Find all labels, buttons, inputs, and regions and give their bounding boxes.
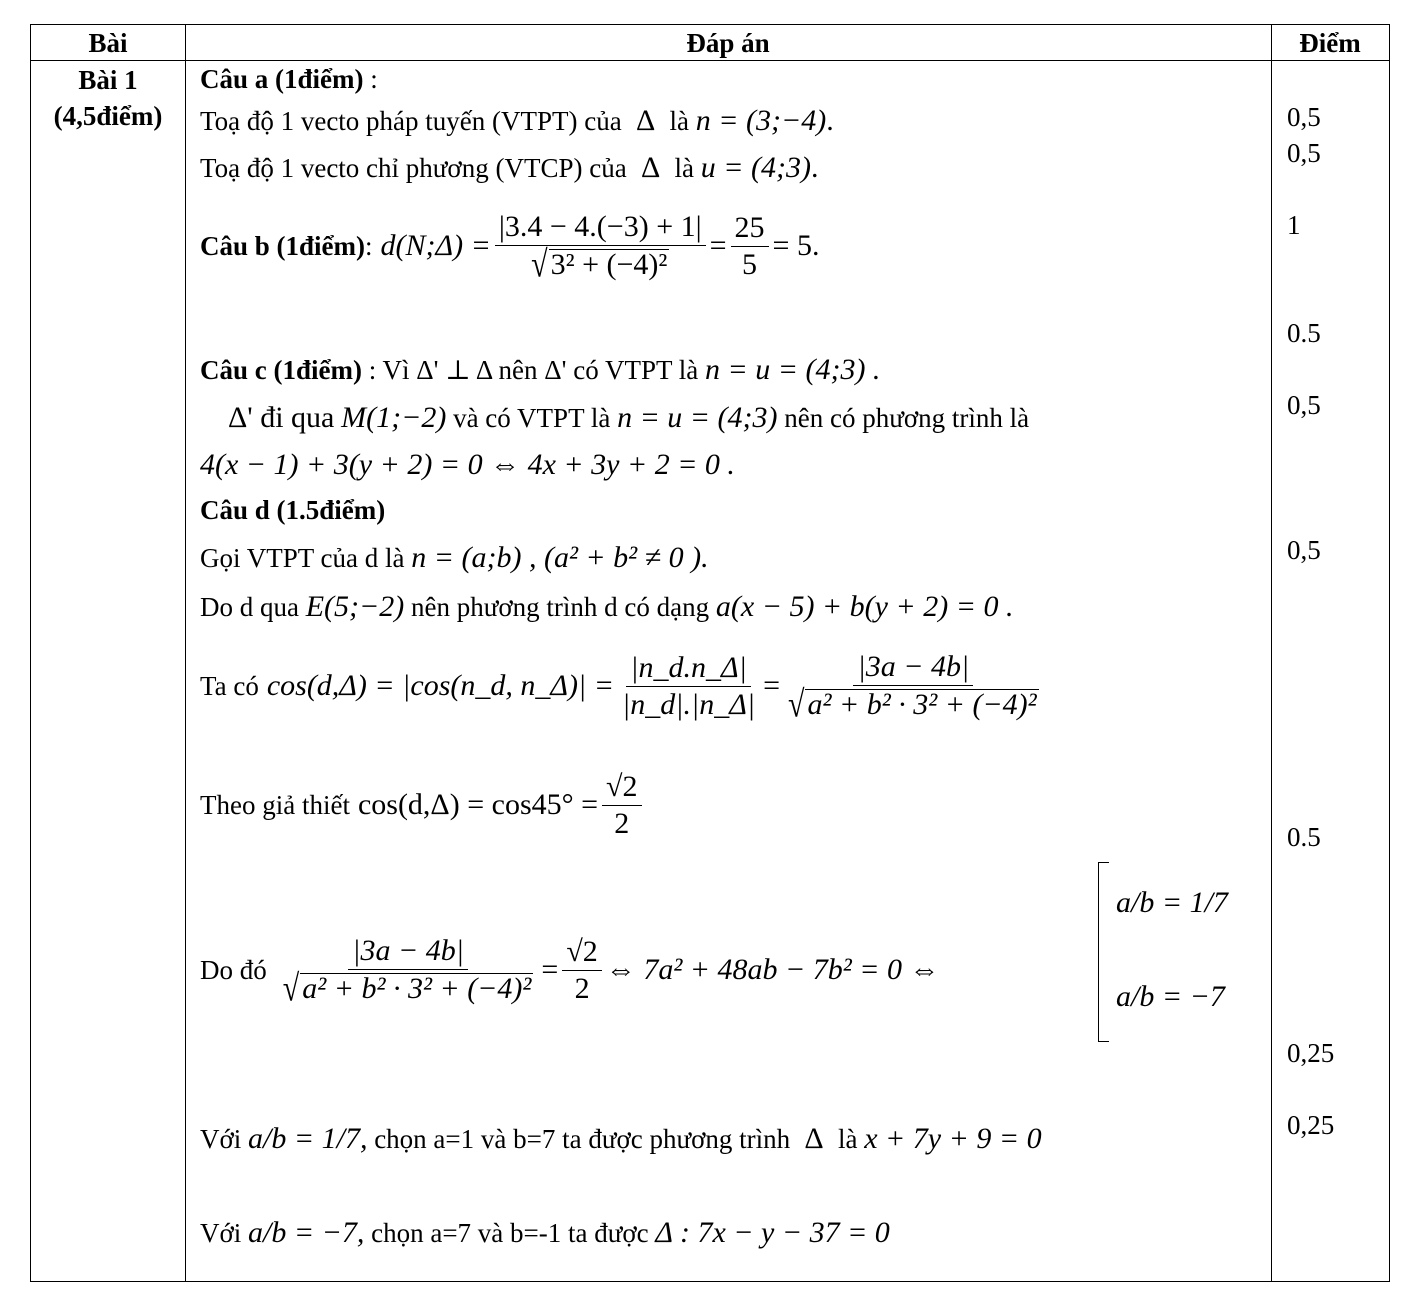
cau-d-line3-frac2: $\frac{|3a - 4b|}{\text{√ a² + b² · 3² + (−4)²}}$ xyxy=(788,650,1037,725)
bai-title: Bài 1 xyxy=(78,65,138,95)
score-5: 0,5 xyxy=(1287,390,1321,420)
cau-d-line5-num: |3a − 4b| xyxy=(348,936,468,970)
cau-c-line3: 4(x − 1) + 3(y + 2) = 0 ⇔ 4x + 3y + 2 = 0 . xyxy=(200,448,735,481)
cau-c-line2-post: nên có phương trình là xyxy=(784,403,1030,433)
cau-b-eq-den: 5 xyxy=(742,247,758,281)
cau-d-line7 xyxy=(200,1218,890,1248)
header-divider xyxy=(31,60,1389,61)
score-8: 0,25 xyxy=(1287,1038,1335,1068)
cau-d-heading: Câu d (1.5điểm) xyxy=(200,495,386,525)
cau-c-line1-text: : Vì Δ' ⊥ Δ nên Δ' có VTPT là xyxy=(368,355,699,385)
cau-d-line3: Ta có cos(d,Δ) = |cos(n_d, n_Δ)| = $\frac{|n\_d.n\_\Delta|}{|n\_d|.|n\_\Delta|}$ = $\frac{|3a - 4b|}{\text{√ a² + b² · 3² + (−4)²}}$ xyxy=(200,636,1047,736)
cau-d-line2-math: a(x − 5) + b(y + 2) = 0 . xyxy=(715,590,1014,623)
col-divider-2 xyxy=(1271,25,1272,1281)
cau-b-heading: Câu b (1điểm) xyxy=(200,230,366,261)
cau-c-line2-pre: Δ' đi qua xyxy=(228,401,335,434)
cau-b-result: = 5. xyxy=(772,229,820,262)
cau-d-line3-lhs: cos(d,Δ) = |cos(n_d, n_Δ)| = xyxy=(266,669,614,702)
cau-a-line2-la: là xyxy=(674,153,694,183)
cau-d-case1: a/b = 1/7 xyxy=(1116,886,1228,919)
cau-b-fraction: $\frac{|3.4 - 4.(-3) + 1|}{\text{√ 3² + (−4)²}}$ xyxy=(495,212,706,280)
cau-d-line5-den: a² + b² · 3² + (−4)² xyxy=(302,972,532,1005)
cau-d-line4-den: 2 xyxy=(614,806,630,840)
cau-a-heading-line xyxy=(200,66,378,93)
cau-b-line: Câu b (1điểm) : d(N;Δ) = $\frac{|3.4 - 4.(-3) + 1|}{\text{√ 3² + (−4)²}}$ = $\frac{25}{5}$ = 5. xyxy=(200,210,820,285)
cases-bracket xyxy=(1098,862,1109,1042)
cau-d-line7-math: Δ : 7x − y − 37 = 0 xyxy=(655,1216,890,1249)
cau-d-line4-frac xyxy=(602,769,641,840)
cau-c-line2-mid: và có VTPT là xyxy=(453,403,611,433)
col-divider-1 xyxy=(185,25,186,1281)
cau-d-line7-text: Với xyxy=(200,1218,242,1248)
cau-d-line2-point: E(5;−2) xyxy=(305,590,405,623)
cau-b-heading-suffix: : xyxy=(365,230,373,261)
cau-b-denominator: 3² + (−4)² xyxy=(550,248,668,281)
score-2: 0,5 xyxy=(1287,138,1321,168)
cau-d-case2: a/b = −7 xyxy=(1116,980,1225,1013)
cau-c-line2-point: M(1;−2) xyxy=(341,401,447,434)
score-7: 0.5 xyxy=(1287,822,1321,852)
cau-d-line6-frac: a/b = 1/7, xyxy=(248,1122,368,1155)
cau-d-line3-f2-num: |3a − 4b| xyxy=(853,652,973,686)
cau-a-line2-text: Toạ độ 1 vecto chỉ phương (VTCP) của xyxy=(200,153,627,183)
cau-d-line5-rhs-den: 2 xyxy=(574,971,590,1005)
cau-d-line2 xyxy=(200,592,1013,622)
cau-d-line6-mid: chọn a=1 và b=7 ta được phương trình xyxy=(374,1124,791,1154)
cau-d-line5-frac: $\frac{|3a - 4b|}{\text{√ a² + b² · 3² + (−4)²}}$ xyxy=(282,934,532,1009)
cau-d-line6-la: là xyxy=(837,1124,858,1154)
score-1: 0,5 xyxy=(1287,102,1321,132)
header-bai: Bài xyxy=(88,28,128,58)
cau-c-line1 xyxy=(200,355,880,385)
cau-a-line1: Toạ độ 1 vecto pháp tuyến (VTPT) của Δ là n = (3;−4). xyxy=(200,104,834,137)
cau-d-line5-rhs-num: √2 xyxy=(562,937,601,971)
cau-c-line2 xyxy=(228,403,1029,433)
cau-a-line2: Toạ độ 1 vecto chỉ phương (VTCP) của Δ là u = (4;3). xyxy=(200,151,819,184)
cau-d-line1-text: Gọi VTPT của d là xyxy=(200,543,405,573)
cau-d-line3-f2-den: a² + b² · 3² + (−4)² xyxy=(807,688,1037,721)
cau-d-line4-num: √2 xyxy=(602,772,641,806)
cau-d-line3-frac1 xyxy=(618,650,759,721)
cau-a-line2-math: u = (4;3) xyxy=(700,151,811,184)
cau-d-line4-text: Theo giả thiết xyxy=(200,789,350,820)
cau-d-line1-math: n = (a;b) , (a² + b² ≠ 0 ). xyxy=(411,541,709,574)
cau-c-heading: Câu c (1điểm) xyxy=(200,355,362,385)
cau-c-line1-math: n = u = (4;3) . xyxy=(704,353,881,386)
cau-d-line2-mid: nên phương trình d có dạng xyxy=(411,592,710,622)
cau-a-line1-text: Toạ độ 1 vecto pháp tuyến (VTPT) của xyxy=(200,106,622,136)
cau-d-line7-frac: a/b = −7, xyxy=(248,1216,365,1249)
cau-d-line4 xyxy=(200,755,646,855)
score-9: 0,25 xyxy=(1287,1110,1335,1140)
score-3: 1 xyxy=(1287,210,1301,240)
cau-d-line5-rhs-frac xyxy=(562,934,601,1005)
cau-d-line6-text: Với xyxy=(200,1124,242,1154)
cau-d-line6: Với a/b = 1/7, chọn a=1 và b=7 ta được phương trình Δ là x + 7y + 9 = 0 xyxy=(200,1122,1042,1155)
cau-c-line2-math: n = u = (4;3) xyxy=(617,401,778,434)
cau-d-line2-text: Do d qua xyxy=(200,592,299,622)
cau-d-line3-text: Ta có xyxy=(200,670,259,701)
cau-a-heading-suffix: : xyxy=(363,64,378,94)
cau-d-line4-math: cos(d,Δ) = cos45° = xyxy=(357,788,599,821)
score-4: 0.5 xyxy=(1287,318,1321,348)
cau-a-heading: Câu a (1điểm) xyxy=(200,64,364,94)
header-dap-an: Đáp án xyxy=(686,28,770,58)
cau-d-line5-text: Do đó xyxy=(200,954,267,985)
cau-d-line3-f1-den: |n_d|.|n_Δ| xyxy=(621,687,756,721)
cau-b-lhs: d(N;Δ) = xyxy=(380,229,491,262)
header-diem: Điểm xyxy=(1299,28,1361,58)
bai-points: (4,5điểm) xyxy=(53,101,163,131)
cau-d-line1 xyxy=(200,543,709,573)
score-6: 0,5 xyxy=(1287,535,1321,565)
cau-a-line1-math: n = (3;−4) xyxy=(695,104,827,137)
cau-d-line5: Do đó $\frac{|3a - 4b|}{\text{√ a² + b² · 3² + (−4)²}}$ = $\frac{√2}{2}$ ⇔ 7a² + 48ab − 7b² = 0 ⇔ xyxy=(200,934,940,1009)
cau-a-line1-la: là xyxy=(669,106,690,136)
cau-d-line5-equiv: ⇔ 7a² + 48ab − 7b² = 0 ⇔ xyxy=(605,953,940,986)
cau-d-line7-mid: chọn a=7 và b=-1 ta được xyxy=(371,1218,649,1248)
cau-d-line6-math: x + 7y + 9 = 0 xyxy=(864,1122,1042,1155)
cau-b-eq-num: 25 xyxy=(731,213,769,247)
cau-b-numerator: |3.4 − 4.(−3) + 1| xyxy=(495,212,706,246)
cau-b-fraction-2 xyxy=(731,210,769,281)
cau-d-line3-f1-num: |n_d.n_Δ| xyxy=(626,653,751,687)
